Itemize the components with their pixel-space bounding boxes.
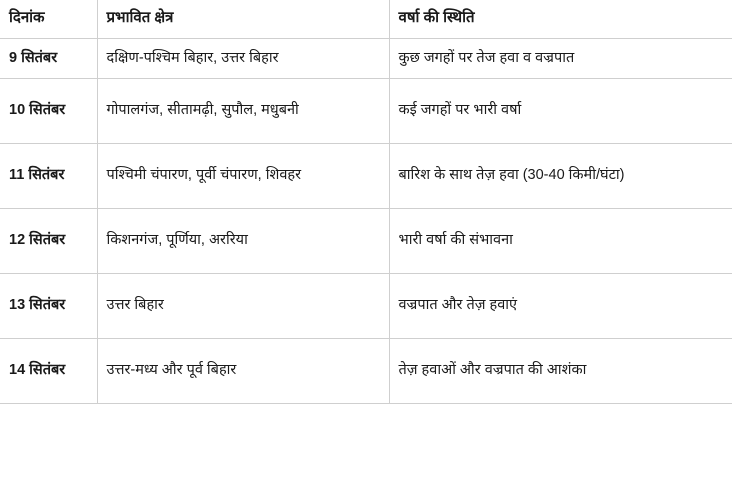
cell-area: किशनगंज, पूर्णिया, अररिया bbox=[97, 208, 389, 273]
column-header-condition: वर्षा की स्थिति bbox=[389, 0, 732, 38]
column-header-date: दिनांक bbox=[0, 0, 97, 38]
table-row bbox=[0, 273, 732, 338]
cell-area: उत्तर-मध्य और पूर्व बिहार bbox=[97, 338, 389, 403]
column-header-area: प्रभावित क्षेत्र bbox=[97, 0, 389, 38]
cell-date: 10 सितंबर bbox=[0, 78, 97, 143]
cell-area: दक्षिण-पश्चिम बिहार, उत्तर बिहार bbox=[97, 38, 389, 78]
cell-area: गोपालगंज, सीतामढ़ी, सुपौल, मधुबनी bbox=[97, 78, 389, 143]
cell-date: 12 सितंबर bbox=[0, 208, 97, 273]
cell-date: 13 सितंबर bbox=[0, 273, 97, 338]
cell-area: उत्तर बिहार bbox=[97, 273, 389, 338]
cell-condition: तेज़ हवाओं और वज्रपात की आशंका bbox=[389, 338, 732, 403]
table-body bbox=[0, 38, 732, 403]
cell-condition: कुछ जगहों पर तेज हवा व वज्रपात bbox=[389, 38, 732, 78]
table-row bbox=[0, 38, 732, 78]
cell-condition: भारी वर्षा की संभावना bbox=[389, 208, 732, 273]
cell-area: पश्चिमी चंपारण, पूर्वी चंपारण, शिवहर bbox=[97, 143, 389, 208]
table-row bbox=[0, 208, 732, 273]
cell-condition: बारिश के साथ तेज़ हवा (30-40 किमी/घंटा) bbox=[389, 143, 732, 208]
cell-date: 14 सितंबर bbox=[0, 338, 97, 403]
cell-condition: वज्रपात और तेज़ हवाएं bbox=[389, 273, 732, 338]
table-header-row bbox=[0, 0, 732, 38]
table-header bbox=[0, 0, 732, 38]
table-row bbox=[0, 338, 732, 403]
table-row bbox=[0, 78, 732, 143]
cell-date: 11 सितंबर bbox=[0, 143, 97, 208]
table-row bbox=[0, 143, 732, 208]
cell-condition: कई जगहों पर भारी वर्षा bbox=[389, 78, 732, 143]
cell-date: 9 सितंबर bbox=[0, 38, 97, 78]
